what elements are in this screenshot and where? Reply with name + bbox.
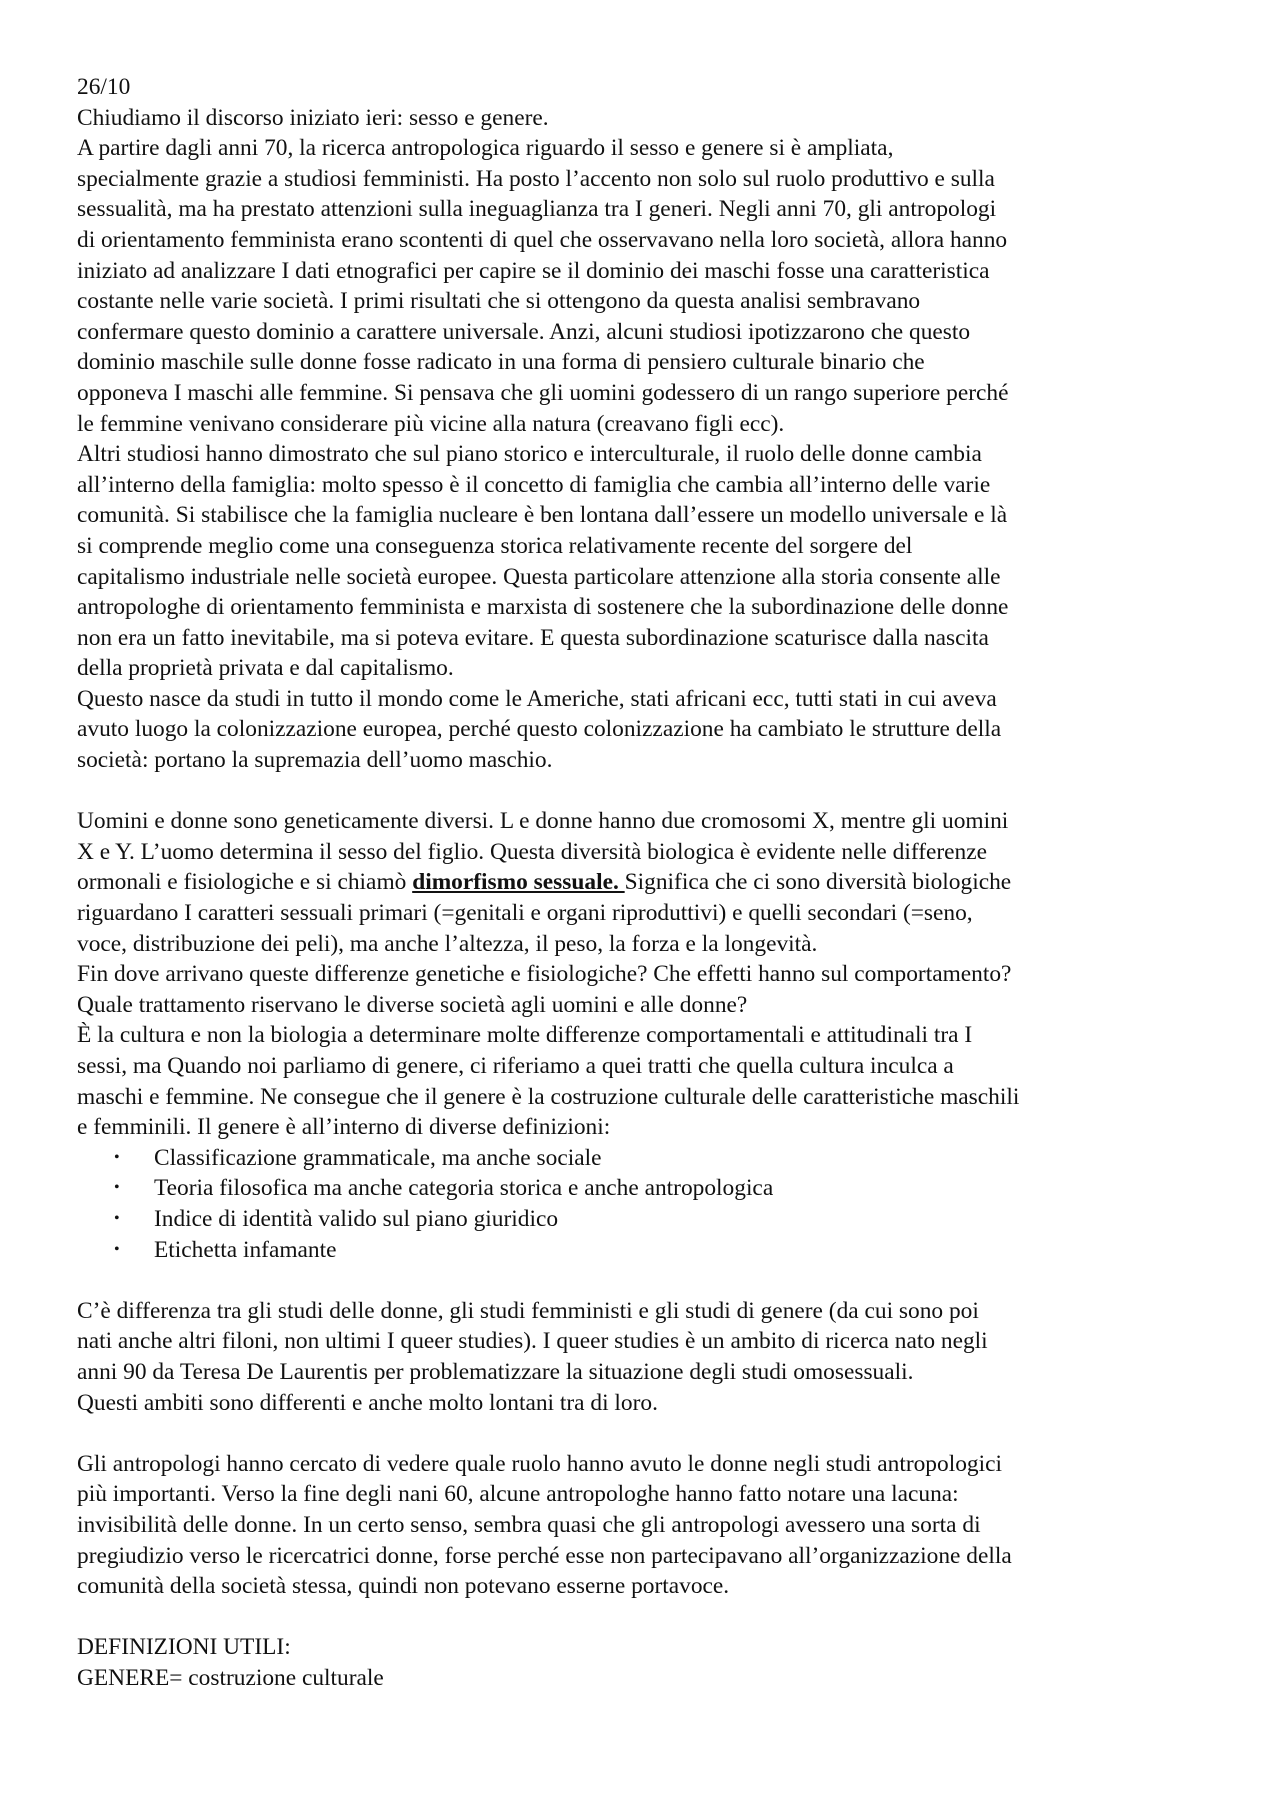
text-line: Chiudiamo il discorso iniziato ieri: sesso e genere.	[77, 104, 549, 131]
text-line: riguardano I caratteri sessuali primari (=genitali e organi riproduttivi) e quelli secondari (=seno,	[77, 900, 973, 927]
paragraph-spacer	[77, 776, 1217, 807]
text-line: dominio maschile sulle donne fosse radicato in una forma di pensiero culturale binario che	[77, 349, 925, 376]
text-line: C’è differenza tra gli studi delle donne, gli studi femministi e gli studi di genere (da cui sono poi	[77, 1297, 979, 1324]
bullet-icon: •	[114, 1240, 120, 1258]
text-line: Altri studiosi hanno dimostrato che sul piano storico e interculturale, il ruolo delle donne cambia	[77, 441, 982, 468]
list-item	[77, 1235, 1217, 1266]
text-line: società: portano la supremazia dell’uomo maschio.	[77, 747, 553, 774]
text-line: più importanti. Verso la fine degli nani 60, alcune antropologhe hanno fatto notare una lacuna:	[77, 1481, 959, 1508]
definitions-bullet-list	[77, 1143, 1217, 1265]
text-line: di orientamento femminista erano scontenti di quel che osservavano nella loro società, allora hanno	[77, 226, 1008, 253]
text-line: pregiudizio verso le ricercatrici donne, forse perché esse non partecipavano all’organizzazione della	[77, 1542, 1012, 1569]
text-line: costante nelle varie società. I primi risultati che si ottengono da questa analisi sembravano	[77, 288, 921, 315]
text-segment: ormonali e fisiologiche e si chiamò	[77, 869, 413, 896]
text-line: Questo nasce da studi in tutto il mondo come le Americhe, stati africani ecc, tutti stati in cui aveva	[77, 685, 997, 712]
text-line: opponeva I maschi alle femmine. Si pensava che gli uomini godessero di un rango superiore perché	[77, 379, 1009, 406]
text-line-with-term	[77, 867, 1217, 898]
paragraph-spacer	[77, 1418, 1217, 1449]
list-item-text: Indice di identità valido sul piano giuridico	[154, 1205, 559, 1232]
text-line: È la cultura e non la biologia a determinare molte differenze comportamentali e attitudinali tra I	[77, 1022, 973, 1049]
text-line: sessi, ma Quando noi parliamo di genere, ci riferiamo a quei tratti che quella cultura inculca a	[77, 1053, 954, 1079]
text-line: A partire dagli anni 70, la ricerca antropologica riguardo il sesso e genere si è ampliata,	[77, 135, 894, 162]
date-heading: 26/10	[77, 74, 131, 100]
text-line: specialmente grazie a studiosi femministi. Ha posto l’accento non solo sul ruolo produttivo e sulla	[77, 165, 995, 192]
text-line: anni 90 da Teresa De Laurentis per problematizzare la situazione degli studi omosessuali.	[77, 1358, 914, 1385]
text-line: maschi e femmine. Ne consegue che il genere è la costruzione culturale delle caratteristiche maschili	[77, 1083, 1020, 1110]
paragraph-queer-studies	[77, 1296, 1217, 1418]
text-line: Quale trattamento riservano le diverse società agli uomini e alle donne?	[77, 991, 748, 1018]
key-term-dimorfismo: dimorfismo sessuale.	[412, 869, 625, 896]
bullet-icon: •	[114, 1148, 120, 1166]
list-item-text: Teoria filosofica ma anche categoria storica e anche antropologica	[154, 1175, 774, 1202]
text-line: voce, distribuzione dei peli), ma anche l’altezza, il peso, la forza e la longevità.	[77, 930, 818, 957]
text-line: antropologhe di orientamento femminista e marxista di sostenere che la subordinazione delle donne	[77, 594, 1009, 621]
list-item	[77, 1204, 1217, 1235]
definition-item: GENERE= costruzione culturale	[77, 1664, 384, 1691]
text-line: avuto luogo la colonizzazione europea, perché questo colonizzazione ha cambiato le strutture della	[77, 716, 1002, 743]
paragraph-spacer	[77, 1265, 1217, 1296]
text-line: invisibilità delle donne. In un certo senso, sembra quasi che gli antropologi avessero una sorta di	[77, 1511, 981, 1538]
paragraph-invisibility	[77, 1449, 1217, 1602]
text-line: e femminili. Il genere è all’interno di diverse definizioni:	[77, 1114, 611, 1141]
text-line: le femmine venivano considerare più vicine alla natura (creavano figli ecc).	[77, 410, 785, 437]
document-page	[77, 72, 1217, 1693]
text-line: Questi ambiti sono differenti e anche molto lontani tra di loro.	[77, 1389, 658, 1416]
bullet-icon: •	[114, 1209, 120, 1227]
text-segment: Significa che ci sono diversità biologiche	[624, 869, 1012, 896]
list-item-text: Classificazione grammaticale, ma anche sociale	[154, 1144, 602, 1171]
list-item	[77, 1143, 1217, 1174]
definitions-heading: DEFINIZIONI UTILI:	[77, 1634, 291, 1661]
text-line: Gli antropologi hanno cercato di vedere quale ruolo hanno avuto le donne negli studi antropologici	[77, 1450, 1002, 1477]
text-line: non era un fatto inevitabile, ma si poteva evitare. E questa subordinazione scaturisce dalla nascita	[77, 624, 989, 651]
paragraph-spacer	[77, 1602, 1217, 1633]
text-line: confermare questo dominio a carattere universale. Anzi, alcuni studiosi ipotizzarono che questo	[77, 318, 971, 345]
text-line: Uomini e donne sono geneticamente diversi. L e donne hanno due cromosomi X, mentre gli uomini	[77, 808, 1009, 835]
text-line: capitalismo industriale nelle società europee. Questa particolare attenzione alla storia consente alle	[77, 563, 1001, 590]
text-line: iniziato ad analizzare I dati etnografici per capire se il dominio dei maschi fosse una caratteristica	[77, 257, 990, 284]
text-line: si comprende meglio come una conseguenza storica relativamente recente del sorgere del	[77, 532, 913, 559]
text-line: all’interno della famiglia: molto spesso è il concetto di famiglia che cambia all’interno delle varie	[77, 471, 991, 498]
text-line: comunità della società stessa, quindi non potevano esserne portavoce.	[77, 1573, 730, 1600]
list-item	[77, 1173, 1217, 1204]
text-line: sessualità, ma ha prestato attenzioni sulla ineguaglianza tra I generi. Negli anni 70, gli antropologi	[77, 196, 997, 223]
text-line: Fin dove arrivano queste differenze genetiche e fisiologiche? Che effetti hanno sul comportamento?	[77, 961, 1012, 988]
text-line: comunità. Si stabilisce che la famiglia nucleare è ben lontana dall’essere un modello universale e là	[77, 502, 1008, 529]
paragraph-intro	[77, 103, 1217, 776]
text-line: della proprietà privata e dal capitalismo.	[77, 655, 454, 682]
text-line: X e Y. L’uomo determina il sesso del figlio. Questa diversità biologica è evidente nelle differenze	[77, 838, 988, 865]
paragraph-dimorphism	[77, 806, 1217, 1143]
bullet-icon: •	[114, 1179, 120, 1197]
definitions-section	[77, 1632, 1217, 1693]
list-item-text: Etichetta infamante	[154, 1236, 337, 1263]
text-line: nati anche altri filoni, non ultimi I queer studies). I queer studies è un ambito di ricerca nato negli	[77, 1328, 988, 1355]
